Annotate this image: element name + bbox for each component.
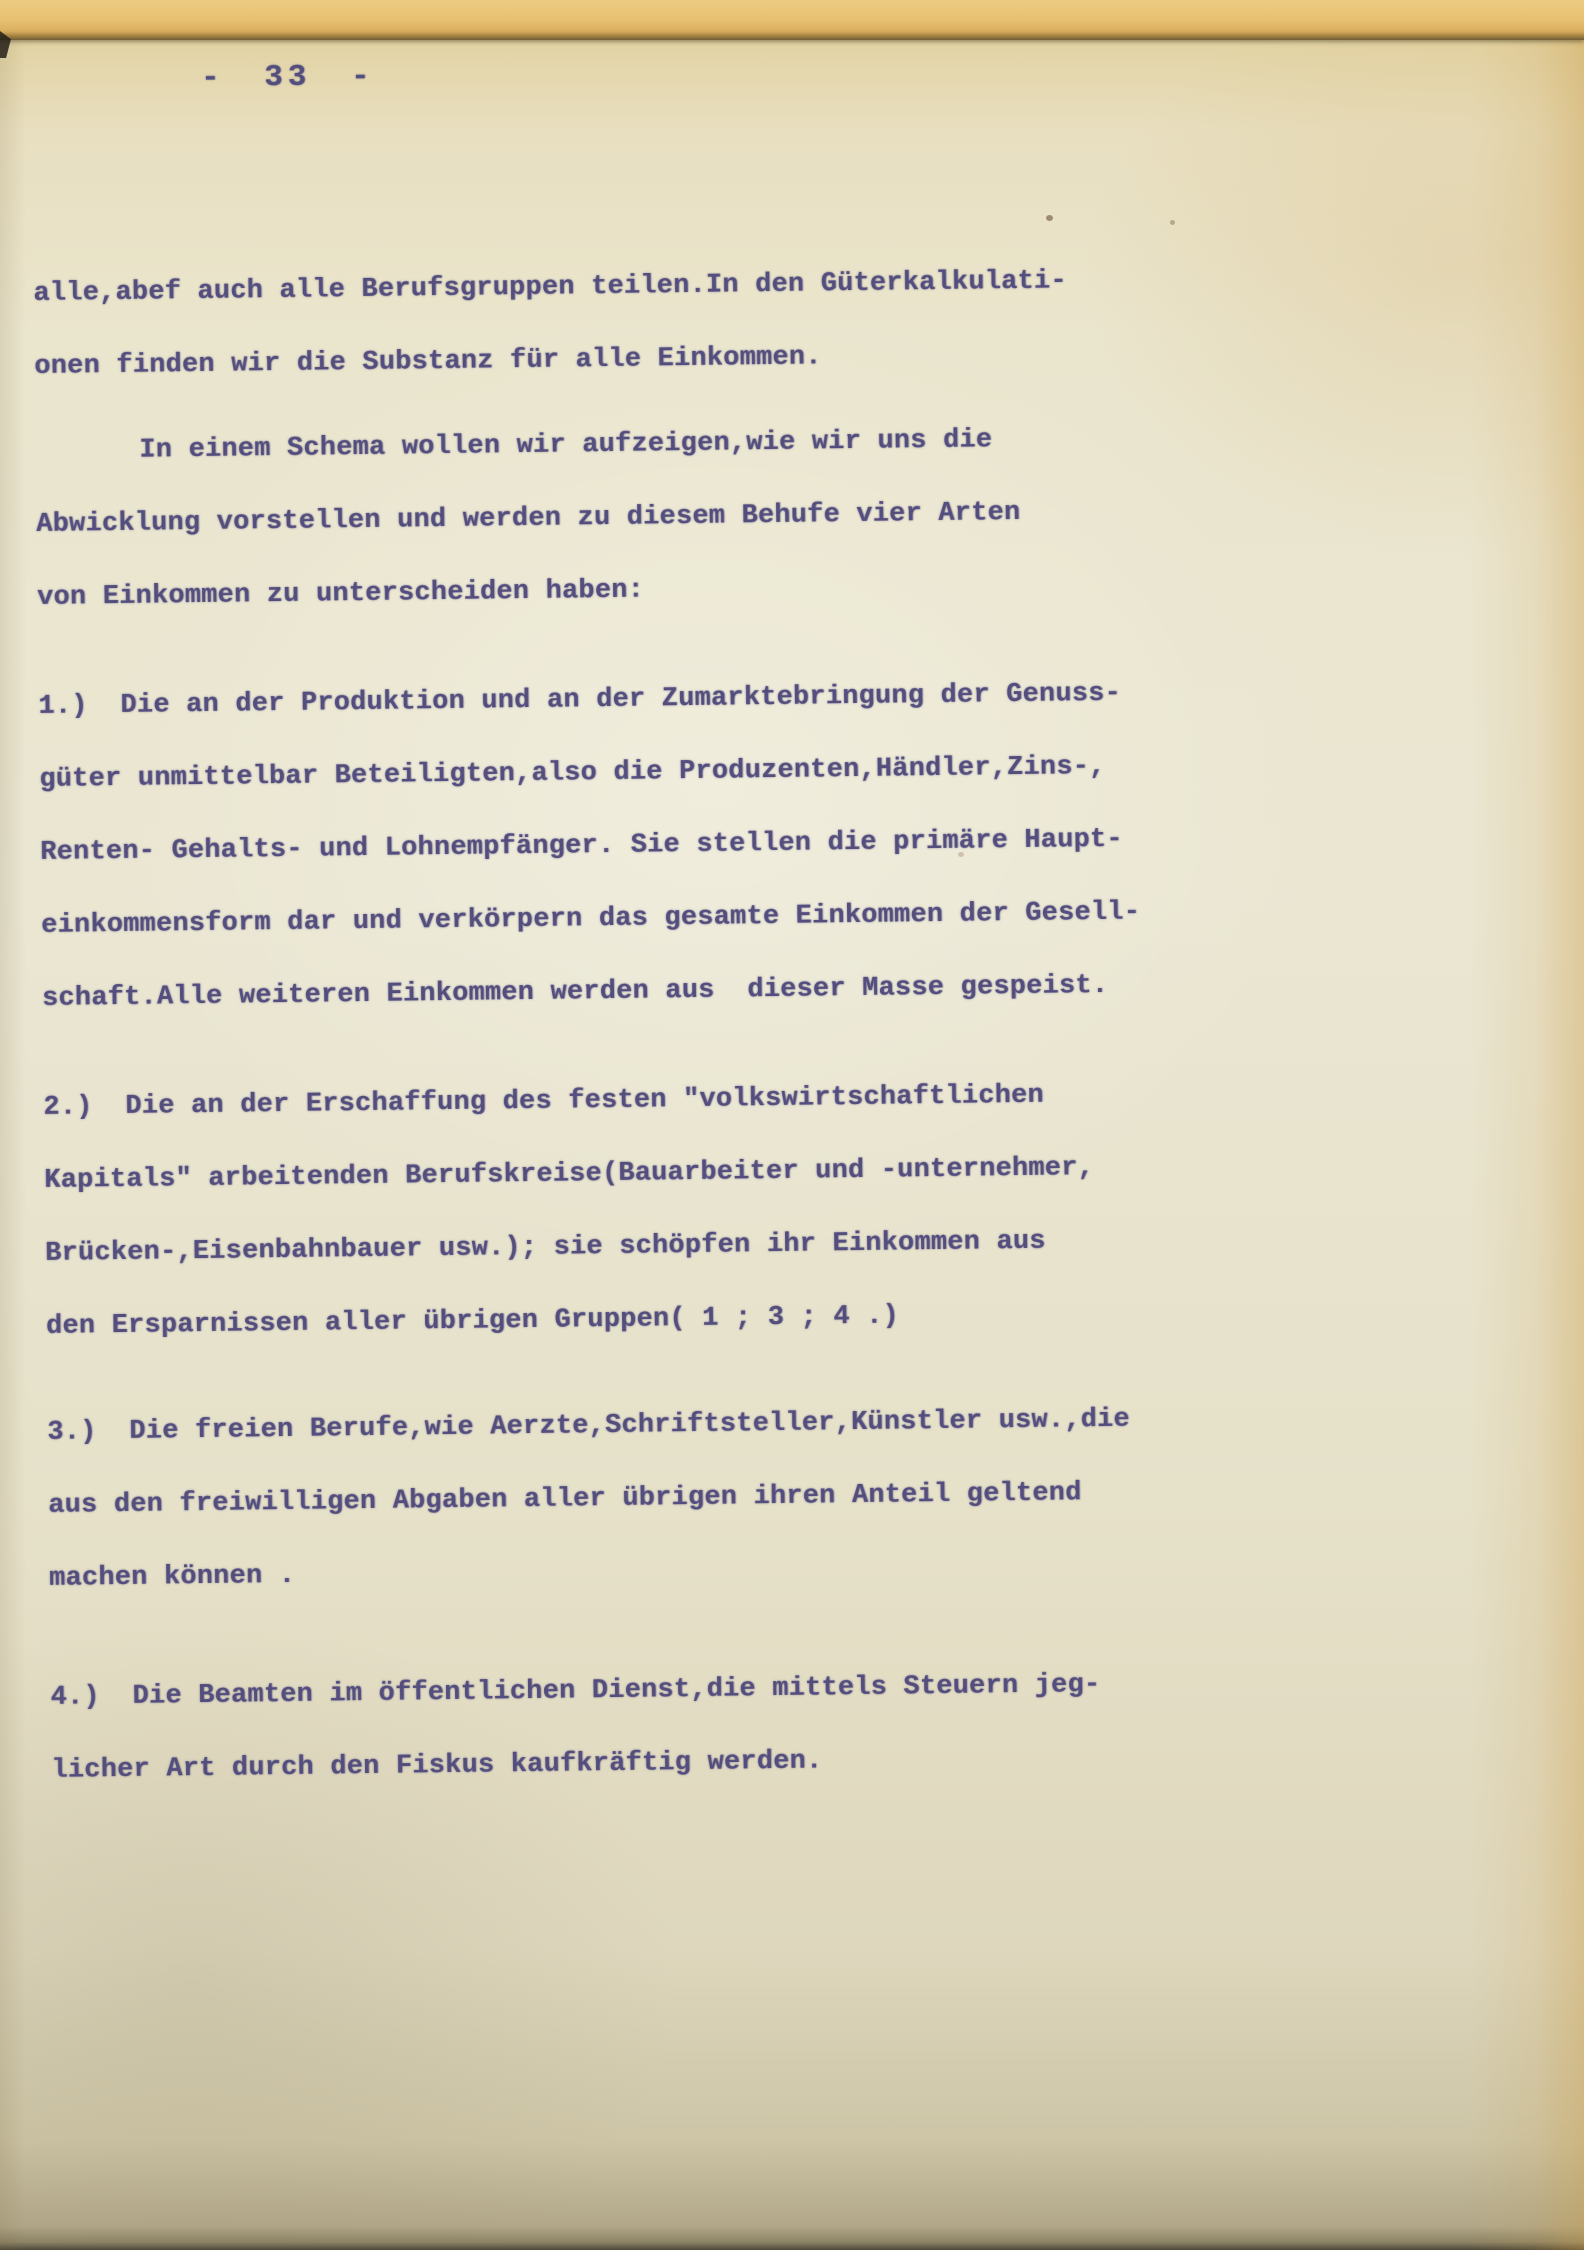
text-line: güter unmittelbar Beteiligten,also die Produzenten,Händler,Zins-, (39, 751, 1106, 795)
list-item-2 (43, 1057, 1276, 1364)
list-item-1 (38, 656, 1272, 1036)
paragraph-1 (33, 243, 1265, 404)
text-line: 3.) Die freien Berufe,wie Aerzte,Schriftsteller,Künstler usw.,die (47, 1404, 1131, 1448)
text-line: machen können . (48, 1560, 296, 1594)
text-line: Renten- Gehalts- und Lohnempfänger. Sie stellen die primäre Haupt- (40, 824, 1123, 868)
paper-top-edge-band (0, 0, 1584, 40)
text-line: aus den freiwilligen Abgaben aller übrigen ihren Anteil geltend (48, 1478, 1082, 1521)
text-line: onen finden wir die Substanz für alle Einkommen. (34, 342, 822, 382)
typewritten-text-block (33, 243, 1282, 1808)
paragraph-2 (35, 401, 1268, 635)
text-line: 2.) Die an der Erschaffung des festen "volkswirtschaftlichen (43, 1080, 1045, 1123)
text-line: einkommensform dar und verkörpern das gesamte Einkommen der Gesell- (40, 897, 1141, 941)
paper-speck (1046, 215, 1053, 221)
text-line: 1.) Die an der Produktion und an der Zumarktebringung der Genuss- (38, 678, 1122, 722)
text-line: schaft.Alle weiteren Einkommen werden aus dieser Masse gespeist. (41, 970, 1109, 1014)
text-line: den Ersparnissen aller übrigen Gruppen( 1 ; 3 ; 4 .) (45, 1301, 900, 1342)
text-line: 4.) Die Beamten im öffentlichen Dienst,die mittels Steuern jeg- (50, 1670, 1101, 1713)
text-line: Brücken-,Eisenbahnbauer usw.); sie schöpfen ihr Einkommen aus (44, 1226, 1046, 1269)
list-item-4 (50, 1647, 1282, 1808)
list-item-3 (47, 1382, 1280, 1616)
text-line: licher Art durch den Fiskus kaufkräftig werden. (51, 1746, 823, 1786)
page-number: - 33 - (200, 59, 375, 96)
paper-speck (1170, 220, 1175, 225)
paper-speck (958, 852, 964, 857)
text-line: In einem Schema wollen wir aufzeigen,wie wir uns die (139, 425, 993, 466)
text-line: von Einkommen zu unterscheiden haben: (36, 575, 645, 613)
text-line: Abwicklung vorstellen und werden zu diesem Behufe vier Arten (36, 497, 1021, 540)
text-line: alle,abef auch alle Berufsgruppen teilen.In den Güterkalkulati- (33, 266, 1067, 309)
text-line: Kapitals" arbeitenden Berufskreise(Bauarbeiter und -unternehmer, (44, 1153, 1095, 1196)
